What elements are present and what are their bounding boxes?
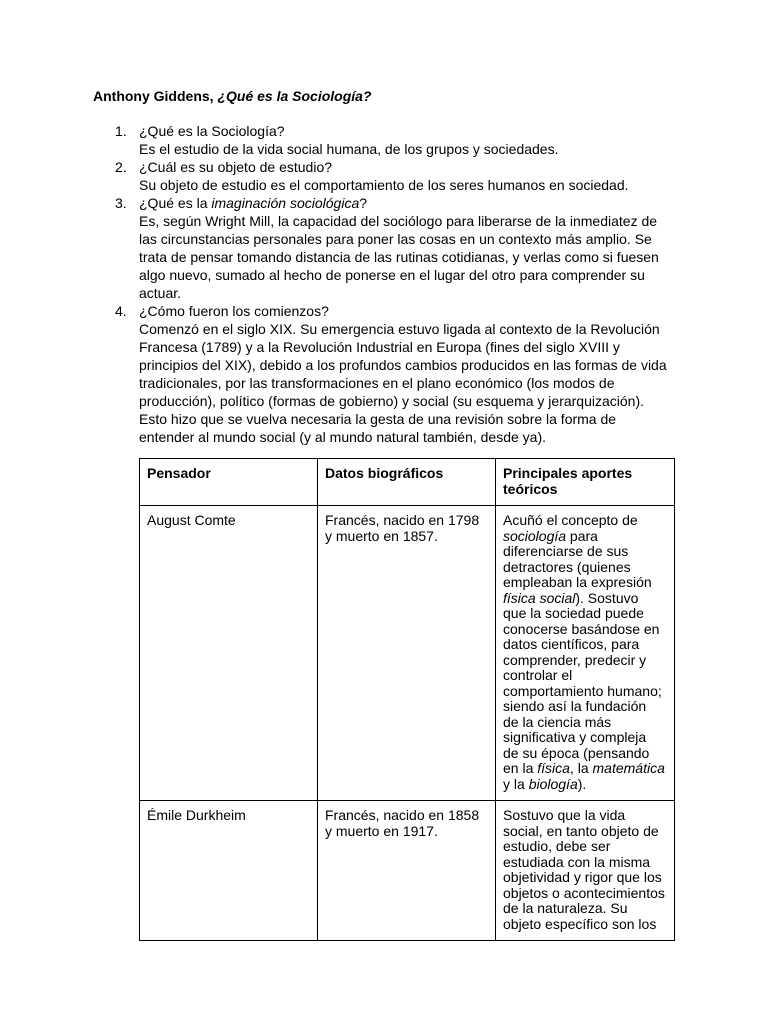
contributions-cell [496, 506, 675, 801]
column-header-thinker: Pensador [140, 459, 318, 506]
question-text: ¿Cómo fueron los comienzos? [139, 303, 329, 319]
title-author: Anthony Giddens, [93, 88, 218, 104]
answer-text: Es, según Wright Mill, la capacidad del sociólogo para liberarse de la inmediatez de las circunstancias personales para poner las cosas en un contexto más amplio. Se trata de pensar tomando distancia de las rutinas cotidianas, y verlas como si fuesen algo nuevo, sumado al hecho de ponerse en el lugar del otro para comprender su actuar. [139, 213, 659, 301]
thinker-cell: Émile Durkheim [140, 801, 318, 941]
bio-cell: Francés, nacido en 1858 y muerto en 1917. [318, 801, 496, 941]
question-text [139, 194, 678, 212]
item-number: 1. [115, 123, 127, 139]
answer-text: Comenzó en el siglo XIX. Su emergencia estuvo ligada al contexto de la Revolución Francesa (1789) y a la Revolución Industrial en Europa (fines del siglo XVIII y principios del XIX), debido a los profundos cambios producidos en las formas de vida tradicionales, por las transformaciones en el plano económico (los modos de producción), político (formas de gobierno) y social (su esquema y jerarquización). Esto hizo que se vuelva necesaria la gesta de una revisión sobre la forma de entender al mundo social (y al mundo natural también, desde ya). [139, 321, 667, 445]
italic-run: biología [528, 775, 578, 792]
document-title [93, 87, 372, 105]
text-run: , la [569, 760, 593, 776]
list-item [93, 122, 678, 158]
column-header-contributions: Principales aportes teóricos [496, 459, 675, 506]
text-run: y la [503, 775, 525, 792]
item-number: 3. [115, 195, 127, 211]
item-number: 4. [115, 303, 127, 319]
table-header-row [140, 459, 675, 506]
question-text: ¿Cuál es su objeto de estudio? [139, 159, 333, 175]
italic-run: física social [503, 589, 576, 606]
text-run: para diferenciarse de sus detractores (quienes empleaban la expresión [503, 527, 652, 590]
list-item [93, 194, 678, 302]
contributions-cell: Sostuvo que la vida social, en tanto objeto de estudio, debe ser estudiada con la misma objetividad y rigor que los objetos o acontecimientos de la naturaleza. Su objeto específico son los [496, 801, 675, 941]
thinkers-table [139, 458, 675, 941]
table-row [140, 801, 675, 941]
table-row [140, 506, 675, 801]
question-list [93, 122, 678, 446]
item-number: 2. [115, 159, 127, 175]
italic-run: matemática [592, 760, 665, 776]
list-item [93, 302, 678, 446]
question-italic: imaginación sociológica [211, 195, 360, 211]
italic-run: sociología [503, 527, 567, 544]
bio-cell: Francés, nacido en 1798 y muerto en 1857. [318, 506, 496, 801]
title-work: ¿Qué es la Sociología? [217, 88, 372, 104]
question-suffix: ? [359, 195, 368, 211]
thinker-cell: August Comte [140, 506, 318, 801]
text-run: ). [577, 775, 587, 792]
question-text: ¿Qué es la Sociología? [139, 123, 285, 139]
list-item [93, 158, 678, 194]
answer-text: Su objeto de estudio es el comportamiento de los seres humanos en sociedad. [139, 177, 629, 193]
question-prefix: ¿Qué es la [139, 195, 212, 211]
text-run: ). Sostuvo que la sociedad puede conocerse basándose en datos científicos, para comprender, predecir y controlar el comportamiento humano; siendo así la fundación de la ciencia más significativa y compleja de su época (pensando en la [503, 589, 662, 776]
column-header-bio: Datos biográficos [318, 459, 496, 506]
italic-run: física [537, 760, 570, 776]
answer-text: Es el estudio de la vida social humana, de los grupos y sociedades. [139, 141, 559, 157]
text-run: Acuñó el concepto de [503, 512, 638, 528]
